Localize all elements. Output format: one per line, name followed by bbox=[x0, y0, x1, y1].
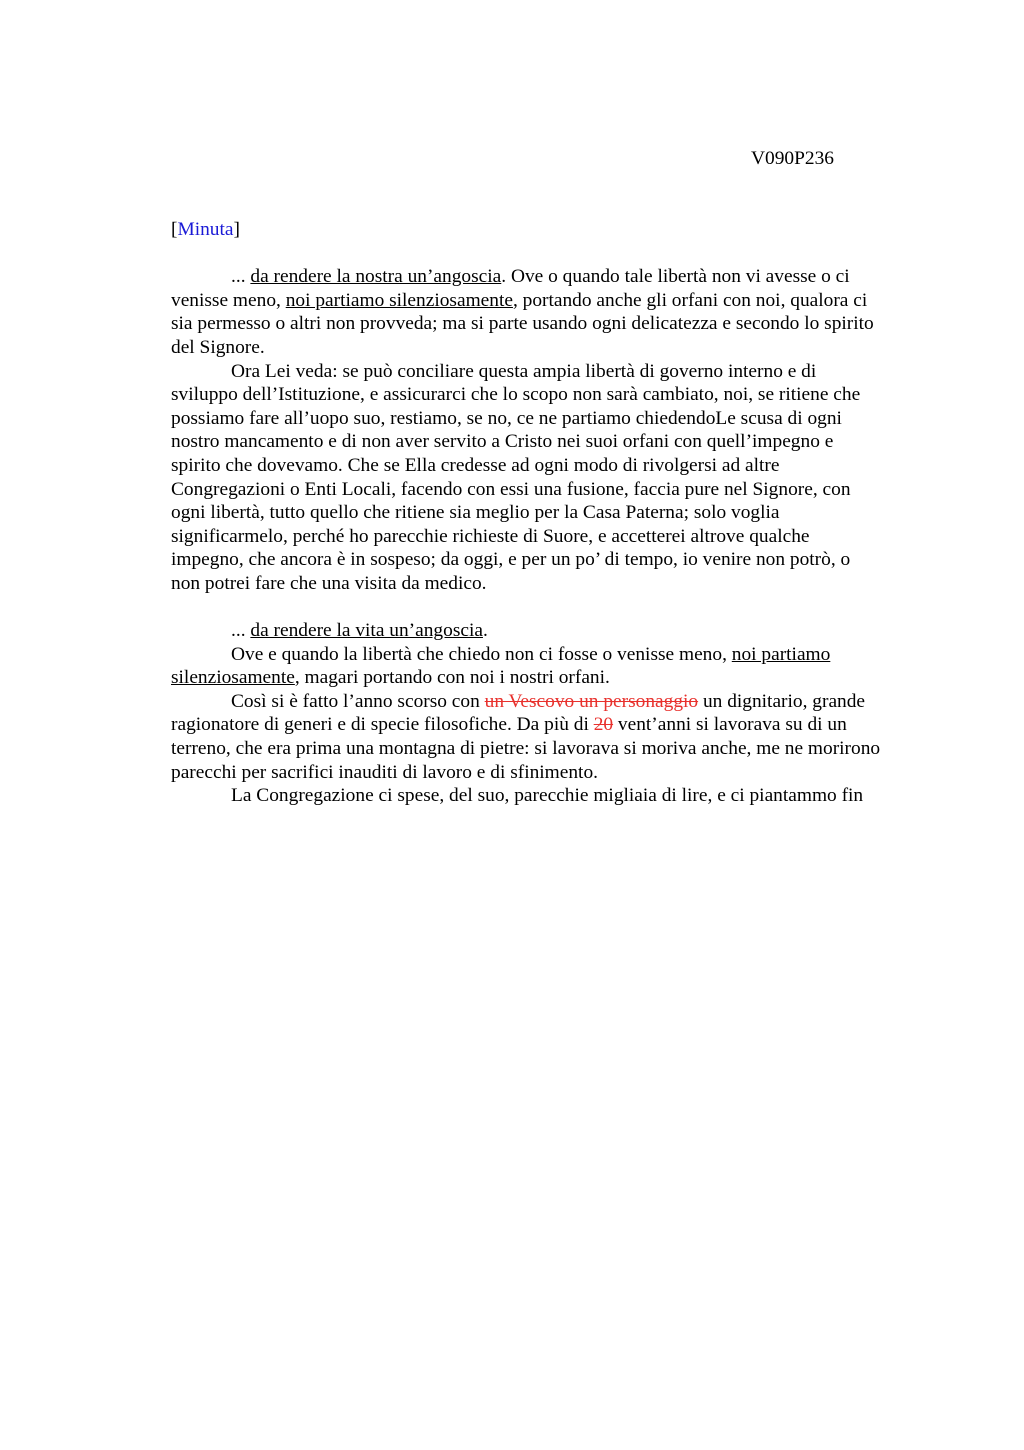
underlined-phrase: da rendere la vita un’angoscia bbox=[250, 620, 483, 642]
text-line: spirito che dovevamo. Che se Ella credesse ad ogni modo di rivolgersi ad altre bbox=[171, 454, 780, 476]
underlined-phrase: noi partiamo silenziosamente bbox=[285, 289, 513, 311]
spacer bbox=[171, 596, 951, 620]
bracket-close: ] bbox=[233, 219, 240, 240]
document-id: V090P236 bbox=[751, 148, 834, 169]
text-line: Congregazioni o Enti Locali, facendo con essi una fusione, faccia pure nel Signore, con bbox=[171, 478, 851, 500]
text-run: ... bbox=[231, 266, 251, 288]
text-run: , magari portando con noi i nostri orfani. bbox=[294, 667, 610, 689]
text-line: non potrei fare che una visita da medico. bbox=[171, 572, 487, 594]
text-run: Ove e quando la libertà che chiedo non ci fosse o venisse meno, bbox=[231, 643, 732, 665]
text-line bbox=[171, 265, 951, 289]
text-run: Così si è fatto l’anno scorso con bbox=[231, 690, 485, 712]
paragraph-1 bbox=[171, 265, 951, 359]
text-run: un dignitario, grande bbox=[698, 690, 866, 712]
text-line bbox=[171, 289, 951, 313]
text-run: vent’anni si lavorava su di un bbox=[613, 714, 847, 736]
minuta-label bbox=[171, 218, 951, 242]
text-line: impegno, che ancora è in sospeso; da oggi, e per un po’ di tempo, io venire non potrò, o bbox=[171, 549, 851, 571]
text-line: nostro mancamento e di non aver servito a Cristo nei suoi orfani con quell’impegno e bbox=[171, 431, 834, 453]
text-line: sia permesso o altri non provveda; ma si parte usando ogni delicatezza e secondo lo spirito bbox=[171, 313, 874, 335]
deleted-text: 20 bbox=[593, 714, 614, 736]
text-line: del Signore. bbox=[171, 336, 265, 358]
text-run: ragionatore di generi e di specie filosofiche. Da più di bbox=[171, 714, 594, 736]
text-run: . bbox=[482, 620, 488, 642]
text-line bbox=[171, 643, 951, 667]
text-line: terreno, che era prima una montagna di pietre: si lavorava si moriva anche, me ne morirono bbox=[171, 738, 881, 760]
minuta-link[interactable]: Minuta bbox=[177, 219, 234, 240]
paragraph-4 bbox=[171, 643, 951, 690]
paragraph-6 bbox=[171, 784, 951, 808]
text-line: possiamo fare all’uopo suo, restiamo, se no, ce ne partiamo chiedendoLe scusa di ogni bbox=[171, 407, 842, 429]
text-line bbox=[171, 690, 951, 714]
paragraph-5 bbox=[171, 690, 951, 784]
text-line: significarmelo, perché ho parecchie richieste di Suore, e accetterei altrove qualche bbox=[171, 525, 810, 547]
text-run: venisse meno, bbox=[171, 289, 286, 311]
underlined-phrase: da rendere la nostra un’angoscia bbox=[250, 266, 502, 288]
paragraph-2 bbox=[171, 360, 951, 596]
text-line bbox=[171, 713, 951, 737]
spacer bbox=[171, 242, 951, 266]
deleted-text: un Vescovo un personaggio bbox=[484, 690, 699, 712]
text-line: Ora Lei veda: se può conciliare questa ampia libertà di governo interno e di bbox=[231, 360, 817, 382]
text-run: . Ove o quando tale libertà non vi avesse o ci bbox=[501, 266, 850, 288]
document-body bbox=[171, 218, 951, 808]
underlined-phrase: noi partiamo bbox=[731, 643, 831, 665]
text-line bbox=[171, 619, 951, 643]
text-run: , portando anche gli orfani con noi, qualora ci bbox=[512, 289, 868, 311]
underlined-phrase: silenziosamente bbox=[171, 667, 295, 689]
text-run: ... bbox=[231, 620, 251, 642]
text-line: La Congregazione ci spese, del suo, parecchie migliaia di lire, e ci piantammo fin bbox=[231, 785, 864, 807]
bracket-open: [ bbox=[171, 219, 178, 240]
text-line: parecchi per sacrifici inauditi di lavoro e di sfinimento. bbox=[171, 761, 598, 783]
text-line bbox=[171, 666, 951, 690]
text-line: ogni libertà, tutto quello che ritiene sia meglio per la Casa Paterna; solo voglia bbox=[171, 502, 780, 524]
text-line: sviluppo dell’Istituzione, e assicurarci che lo scopo non sarà cambiato, noi, se ritiene che bbox=[171, 384, 861, 406]
paragraph-3 bbox=[171, 619, 951, 643]
